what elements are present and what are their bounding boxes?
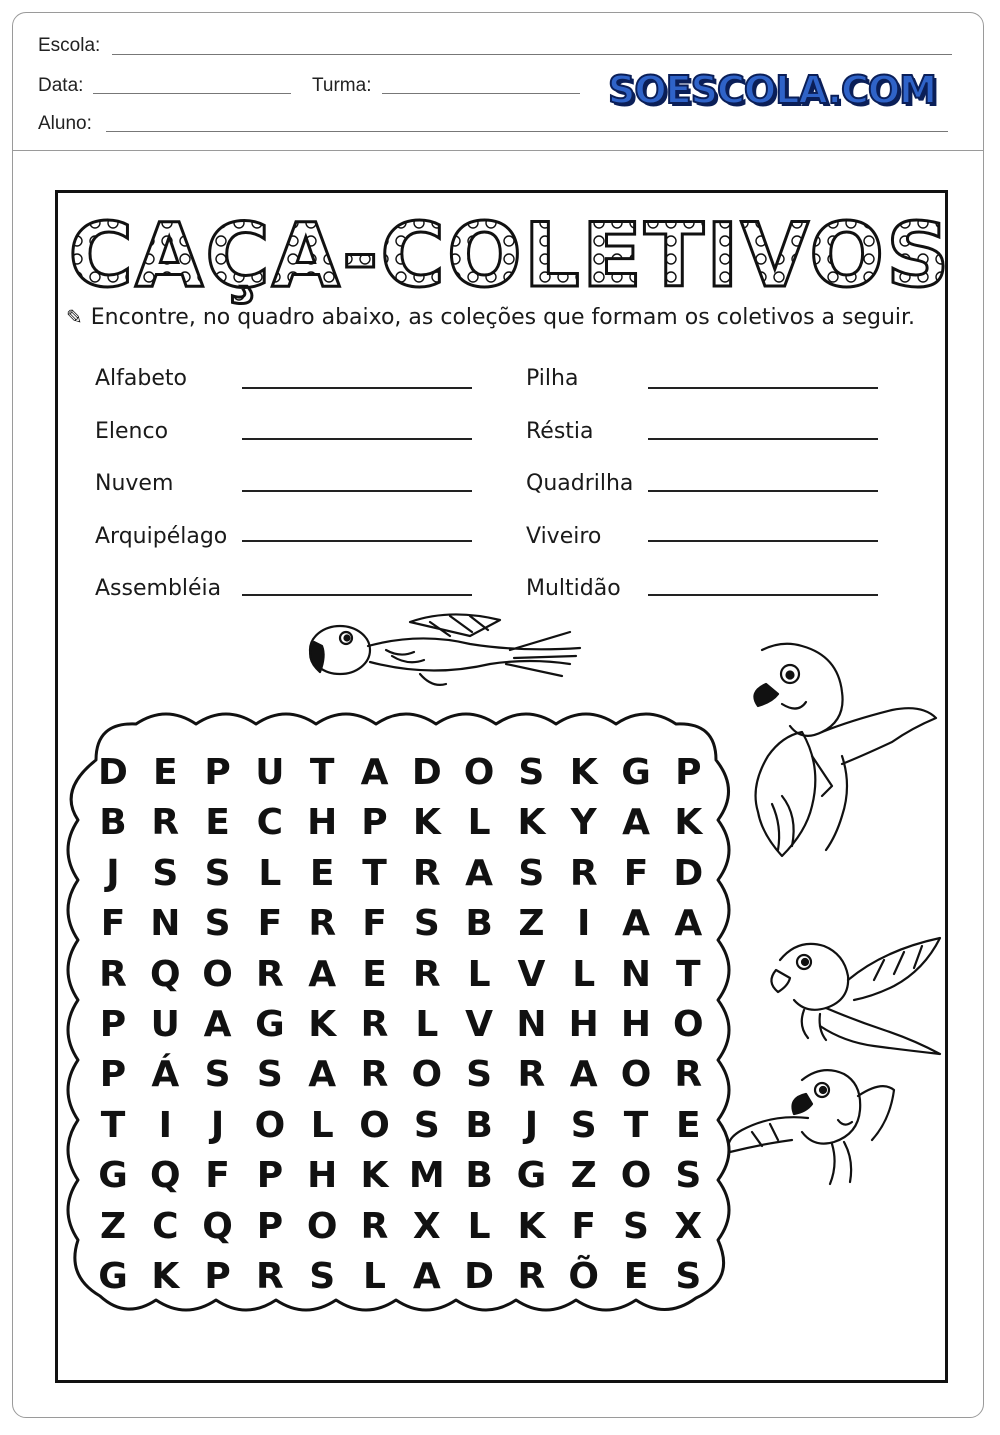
grid-letter[interactable]: A — [308, 1054, 337, 1096]
word-pilha: Pilha — [526, 366, 579, 391]
grid-letter[interactable]: T — [676, 953, 701, 995]
grid-letter[interactable]: N — [150, 903, 181, 945]
word-nuvem: Nuvem — [95, 471, 174, 496]
word-restia: Réstia — [526, 419, 594, 444]
grid-letter[interactable]: M — [408, 1155, 445, 1197]
grid-letter[interactable]: D — [98, 752, 128, 793]
title-text: CAÇA-COLETIVOS — [68, 204, 952, 307]
class-field[interactable] — [382, 93, 580, 94]
school-label: Escola: — [38, 35, 101, 56]
grid-letter[interactable]: A — [569, 1054, 598, 1096]
grid-letter[interactable]: L — [572, 953, 596, 995]
grid-letter[interactable]: U — [150, 1004, 180, 1045]
grid-letter[interactable]: S — [204, 903, 231, 945]
grid-letter[interactable]: O — [254, 1104, 286, 1146]
grid-letter[interactable]: A — [674, 903, 703, 945]
grid-letter[interactable]: Y — [570, 802, 597, 844]
worksheet-title — [68, 196, 952, 307]
grid-letter[interactable]: T — [362, 852, 387, 894]
grid-letter[interactable]: S — [309, 1256, 336, 1297]
date-field[interactable] — [93, 93, 291, 94]
grid-letter[interactable]: X — [412, 1205, 441, 1247]
grid-letter[interactable]: K — [412, 802, 441, 844]
grid-letter[interactable]: H — [620, 1004, 652, 1045]
grid-letter[interactable]: Q — [202, 1205, 233, 1247]
grid-letter[interactable]: L — [467, 1205, 491, 1247]
grid-letter[interactable]: T — [309, 752, 335, 793]
grid-letter[interactable]: O — [620, 1155, 652, 1197]
grid-letter[interactable]: K — [569, 752, 598, 793]
grid-letter[interactable]: B — [99, 802, 127, 844]
grid-letter[interactable]: A — [465, 852, 494, 894]
grid-letter[interactable]: S — [152, 852, 179, 894]
grid-letter[interactable]: K — [517, 802, 546, 844]
grid-letter[interactable]: Á — [151, 1054, 180, 1096]
class-label: Turma: — [312, 75, 372, 96]
grid-letter[interactable]: F — [205, 1155, 230, 1197]
grid-letter[interactable]: Q — [149, 953, 181, 995]
grid-letter[interactable]: A — [308, 953, 337, 995]
grid-letter[interactable]: S — [413, 903, 440, 945]
parrot-illustration — [742, 636, 942, 866]
grid-letter[interactable]: S — [204, 1054, 231, 1096]
grid-letter[interactable]: R — [256, 1256, 284, 1297]
grid-letter[interactable]: D — [673, 852, 704, 894]
grid-letter[interactable]: G — [621, 752, 651, 793]
grid-letter[interactable]: L — [310, 1104, 334, 1146]
grid-letter[interactable]: Z — [99, 1205, 127, 1247]
grid-letter[interactable]: C — [256, 802, 284, 844]
grid-letter[interactable]: K — [308, 1004, 337, 1045]
answer-field-multidao[interactable] — [648, 594, 878, 596]
grid-letter[interactable]: S — [675, 1155, 702, 1197]
grid-letter[interactable]: P — [204, 1256, 231, 1297]
grid-letter[interactable]: N — [516, 1004, 547, 1045]
grid-letter[interactable]: P — [99, 1054, 127, 1096]
grid-letter[interactable]: D — [411, 752, 442, 793]
word-alfabeto: Alfabeto — [95, 366, 187, 391]
grid-letter[interactable]: R — [569, 852, 598, 894]
grid-letter[interactable]: E — [676, 1104, 701, 1146]
grid-letter[interactable]: O — [411, 1054, 443, 1096]
grid-letter[interactable]: K — [674, 802, 703, 844]
grid-letter[interactable]: U — [255, 752, 285, 793]
grid-letter[interactable]: S — [204, 852, 231, 894]
answer-field-nuvem[interactable] — [242, 490, 472, 492]
grid-letter[interactable]: G — [255, 1004, 285, 1045]
grid-letter[interactable]: R — [360, 1205, 389, 1247]
grid-letter[interactable]: F — [257, 903, 283, 945]
grid-letter[interactable]: S — [518, 852, 545, 894]
answer-field-alfabeto[interactable] — [242, 387, 472, 389]
grid-letter[interactable]: P — [99, 1004, 127, 1045]
grid-letter[interactable]: R — [308, 903, 337, 945]
student-field[interactable] — [106, 131, 948, 132]
grid-letter[interactable]: J — [210, 1104, 225, 1146]
grid-letter[interactable]: S — [623, 1205, 649, 1247]
grid-letter[interactable]: O — [620, 1054, 652, 1096]
grid-letter[interactable]: L — [363, 1256, 386, 1297]
grid-letter[interactable]: B — [465, 903, 493, 945]
grid-letter[interactable]: I — [158, 1104, 172, 1146]
site-logo: SOESCOLA.COM — [608, 68, 936, 112]
grid-letter[interactable]: J — [106, 852, 120, 894]
grid-letter[interactable]: O — [202, 953, 233, 995]
grid-letter[interactable]: R — [674, 1054, 703, 1096]
grid-letter[interactable]: L — [467, 802, 491, 844]
grid-letter[interactable]: R — [360, 1004, 389, 1045]
answer-field-elenco[interactable] — [242, 438, 472, 440]
answer-field-restia[interactable] — [648, 438, 878, 440]
grid-letter[interactable]: K — [151, 1256, 180, 1297]
grid-letter[interactable]: E — [153, 752, 178, 793]
grid-letter[interactable]: E — [309, 852, 335, 894]
grid-letter[interactable]: F — [623, 852, 649, 894]
grid-letter[interactable]: B — [465, 1155, 493, 1197]
word-viveiro: Viveiro — [526, 524, 602, 549]
grid-letter[interactable]: P — [256, 1205, 284, 1247]
grid-letter[interactable]: P — [675, 752, 702, 793]
word-assembleia: Assembléia — [95, 576, 222, 601]
answer-field-arquipelago[interactable] — [242, 540, 472, 542]
date-label: Data: — [38, 75, 84, 96]
grid-letter[interactable]: F — [362, 903, 387, 945]
student-label: Aluno: — [38, 113, 92, 134]
grid-letter[interactable]: G — [98, 1155, 128, 1197]
word-multidao: Multidão — [526, 576, 621, 601]
pencil-icon: ✎ — [66, 305, 83, 329]
instruction — [66, 305, 915, 330]
grid-letter[interactable]: A — [622, 802, 650, 844]
grid-letter[interactable]: G — [98, 1256, 128, 1297]
grid-letter[interactable]: T — [623, 1104, 649, 1146]
grid-letter[interactable]: S — [518, 752, 545, 793]
grid-letter[interactable]: G — [516, 1155, 547, 1197]
grid-letter[interactable]: T — [100, 1104, 126, 1146]
grid-letter[interactable]: Õ — [568, 1256, 599, 1297]
grid-letter[interactable]: H — [307, 1155, 338, 1197]
header-divider — [12, 150, 984, 151]
grid-letter[interactable]: P — [256, 1155, 284, 1197]
grid-letter[interactable]: R — [412, 953, 441, 995]
grid-letter[interactable]: R — [517, 1054, 546, 1096]
grid-letter[interactable]: R — [256, 953, 284, 995]
grid-letter[interactable]: A — [203, 1004, 232, 1045]
grid-letter[interactable]: R — [517, 1256, 546, 1297]
grid-letter[interactable]: A — [622, 903, 650, 945]
grid-letter[interactable]: S — [466, 1054, 493, 1096]
parrot-illustration — [764, 930, 954, 1060]
grid-letter[interactable]: K — [360, 1155, 389, 1197]
answer-field-assembleia[interactable] — [242, 594, 472, 596]
parrot-illustration — [722, 1060, 902, 1190]
grid-letter[interactable]: L — [415, 1004, 439, 1045]
word-elenco: Elenco — [95, 419, 169, 444]
word-quadrilha: Quadrilha — [526, 471, 634, 496]
grid-letter[interactable]: Q — [149, 1155, 181, 1197]
grid-letter[interactable]: S — [256, 1054, 283, 1096]
grid-letter[interactable]: V — [517, 953, 546, 995]
grid-letter[interactable]: I — [576, 903, 591, 945]
parrot-illustration — [300, 602, 590, 698]
grid-letter[interactable]: S — [413, 1104, 440, 1146]
grid-letter[interactable]: J — [524, 1104, 539, 1146]
grid-letter[interactable]: Z — [518, 903, 545, 945]
grid-letter[interactable]: F — [571, 1205, 596, 1247]
school-field[interactable] — [112, 54, 952, 55]
grid-letter[interactable]: N — [620, 953, 652, 995]
grid-letter[interactable]: L — [467, 953, 491, 995]
grid-letter[interactable]: E — [362, 953, 387, 995]
grid-letter[interactable]: F — [100, 903, 126, 945]
grid-letter[interactable]: R — [99, 953, 127, 995]
grid-letter[interactable]: A — [412, 1256, 441, 1297]
answer-field-pilha[interactable] — [648, 387, 878, 389]
grid-letter[interactable]: X — [674, 1205, 703, 1247]
grid-letter[interactable]: E — [623, 1256, 649, 1297]
grid-letter[interactable]: L — [258, 852, 282, 894]
grid-letter[interactable]: H — [307, 802, 338, 844]
grid-letter[interactable]: S — [570, 1104, 597, 1146]
word-arquipelago: Arquipélago — [95, 524, 228, 549]
grid-letter[interactable]: P — [361, 802, 388, 844]
grid-letter[interactable]: R — [360, 1054, 389, 1096]
grid-letter[interactable]: B — [465, 1104, 493, 1146]
grid-letter[interactable]: O — [672, 1004, 704, 1045]
grid-letter[interactable]: O — [359, 1104, 390, 1146]
grid-letter[interactable]: A — [360, 752, 389, 793]
grid-letter[interactable]: Z — [570, 1155, 597, 1197]
grid-letter[interactable]: H — [568, 1004, 599, 1045]
grid-letter[interactable]: P — [204, 752, 231, 793]
grid-letter[interactable]: V — [465, 1004, 494, 1045]
grid-letter[interactable]: R — [412, 852, 441, 894]
answer-field-viveiro[interactable] — [648, 540, 878, 542]
grid-letter[interactable]: O — [306, 1205, 338, 1247]
instruction-text: Encontre, no quadro abaixo, as coleções que formam os coletivos a seguir. — [90, 305, 916, 330]
grid-letter[interactable]: O — [463, 752, 495, 793]
grid-letter[interactable]: K — [517, 1205, 546, 1247]
grid-letter[interactable]: S — [675, 1256, 702, 1297]
grid-letter[interactable]: C — [152, 1205, 179, 1247]
grid-letter[interactable]: R — [151, 802, 180, 844]
grid-letter[interactable]: E — [205, 802, 230, 844]
answer-field-quadrilha[interactable] — [648, 490, 878, 492]
grid-letter[interactable]: D — [464, 1256, 495, 1297]
